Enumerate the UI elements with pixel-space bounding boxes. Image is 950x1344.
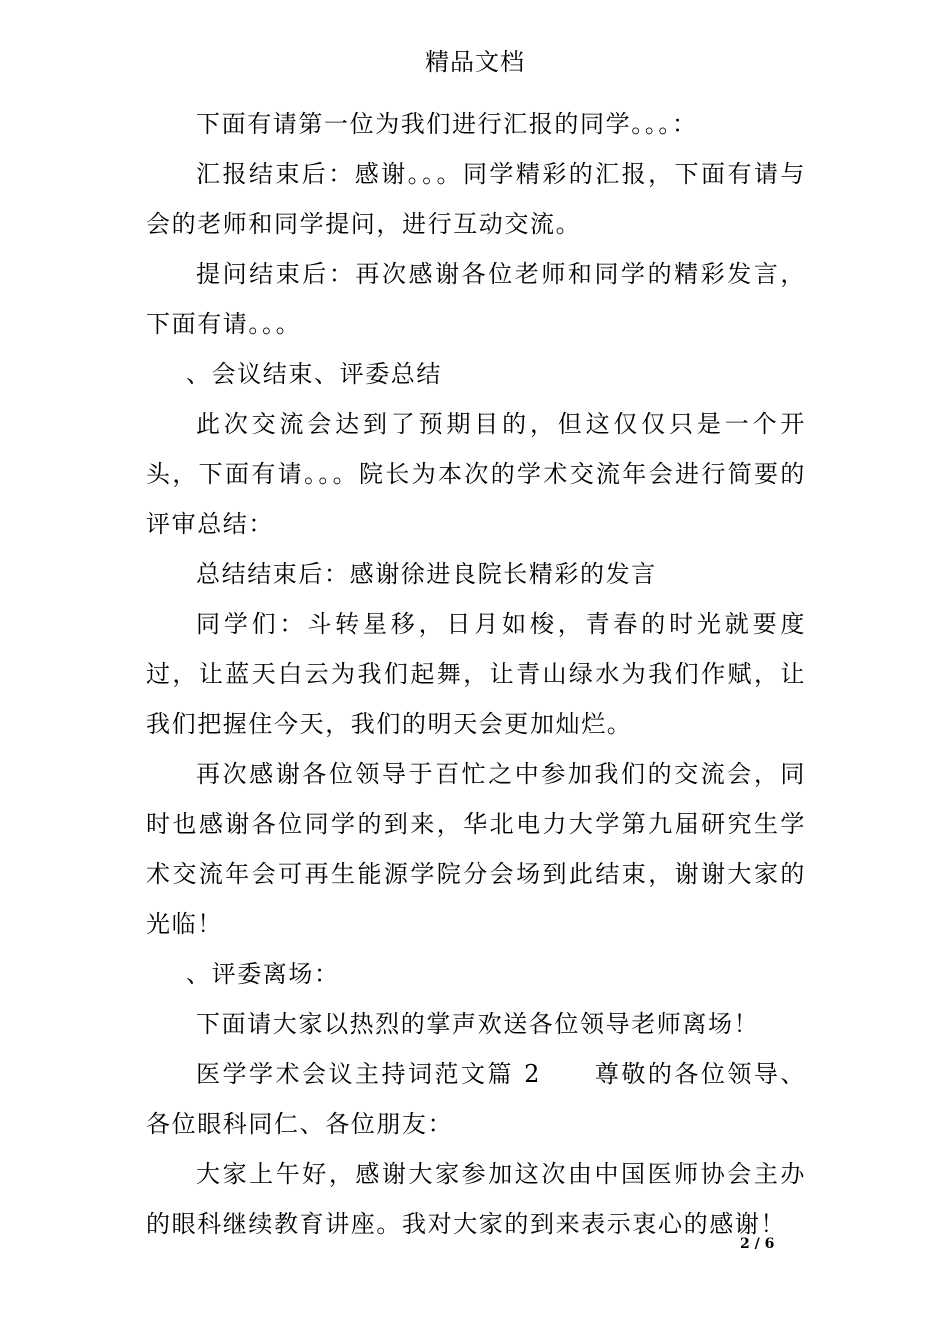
paragraph: 再次感谢各位领导于百忙之中参加我们的交流会，同时也感谢各位同学的到来，华北电力大学第九届研究生学术交流年会可再生能源学院分会场到此结束，谢谢大家的光临！ — [146, 760, 806, 938]
paragraph: 此次交流会达到了预期目的，但这仅仅只是一个开头，下面有请。。。院长为本次的学术交流年会进行简要的评审总结： — [146, 410, 806, 538]
paragraph: 提问结束后：再次感谢各位老师和同学的精彩发言，下面有请。。。 — [146, 260, 806, 338]
page-number: 2 / 6 — [740, 1236, 775, 1252]
paragraph: 同学们：斗转星移，日月如梭，青春的时光就要度过，让蓝天白云为我们起舞，让青山绿水为我们作赋，让我们把握住今天，我们的明天会更加灿烂。 — [146, 610, 806, 738]
paragraph: 医学学术会议主持词范文篇 2 尊敬的各位领导、各位眼科同仁、各位朋友： — [146, 1060, 806, 1138]
paragraph: 大家上午好，感谢大家参加这次由中国医师协会主办的眼科继续教育讲座。我对大家的到来表示衷心的感谢！ — [146, 1160, 806, 1238]
section-heading: 、评委离场： — [186, 960, 340, 988]
section-heading: 、会议结束、评委总结 — [186, 360, 442, 388]
paragraph: 下面有请第一位为我们进行汇报的同学。。。： — [196, 110, 698, 138]
paragraph: 总结结束后：感谢徐进良院长精彩的发言 — [196, 560, 657, 588]
paragraph: 汇报结束后：感谢。。。同学精彩的汇报，下面有请与会的老师和同学提问，进行互动交流。 — [146, 160, 806, 238]
document-body — [146, 99, 806, 1249]
page-header-title: 精品文档 — [425, 48, 525, 76]
paragraph: 下面请大家以热烈的掌声欢送各位领导老师离场！ — [196, 1010, 760, 1038]
